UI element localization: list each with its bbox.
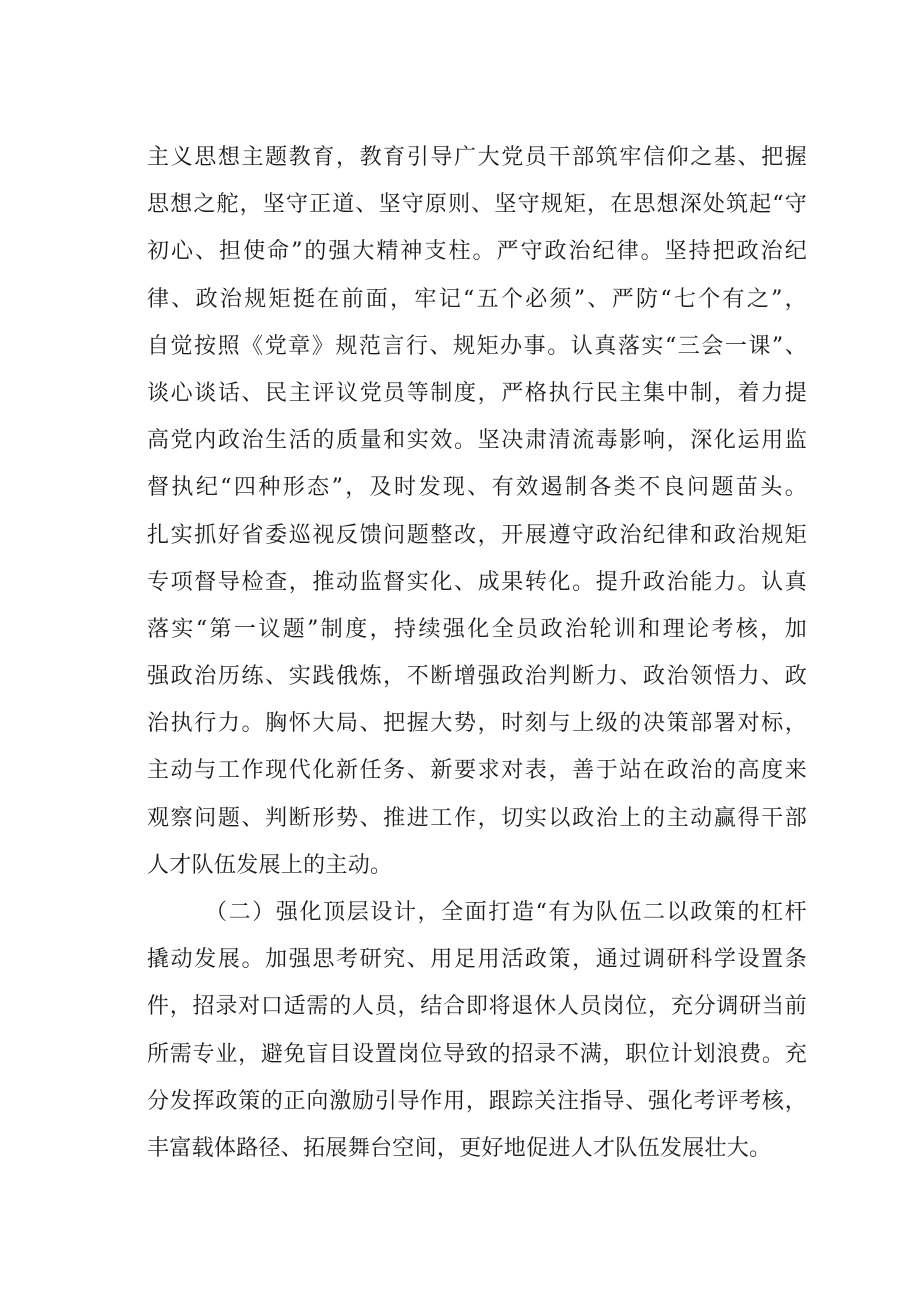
text-line: 观察问题、判断形势、推进工作，切实以政治上的主动赢得干部 bbox=[147, 805, 807, 831]
text-line: 主动与工作现代化新任务、新要求对表，善于站在政治的高度来 bbox=[147, 758, 807, 784]
text-line: 分发挥政策的正向激励引导作用，跟踪关注指导、强化考评考核， bbox=[147, 1088, 807, 1114]
text-line: 人才队伍发展上的主动。 bbox=[147, 852, 393, 878]
text-line: 督执纪“四种形态”，及时发现、有效遏制各类不良问题苗头。 bbox=[147, 475, 807, 501]
text-line: 高党内政治生活的质量和实效。坚决肃清流毒影响，深化运用监 bbox=[147, 428, 807, 454]
text-line: 件，招录对口适需的人员，结合即将退休人员岗位，充分调研当前 bbox=[147, 994, 807, 1020]
body-text bbox=[147, 134, 807, 1172]
text-line: 撬动发展。加强思考研究、用足用活政策，通过调研科学设置条 bbox=[147, 947, 807, 973]
text-line: 律、政治规矩挺在前面，牢记“五个必须”、严防“七个有之”， bbox=[147, 286, 807, 312]
text-line: 所需专业，避免盲目设置岗位导致的招录不满，职位计划浪费。充 bbox=[147, 1041, 807, 1067]
text-line: 专项督导检查，推动监督实化、成果转化。提升政治能力。认真 bbox=[147, 569, 807, 595]
text-line: 落实“第一议题”制度，持续强化全员政治轮训和理论考核，加 bbox=[147, 616, 807, 642]
text-line: （二）强化顶层设计，全面打造“有为队伍二以政策的杠杆 bbox=[205, 900, 807, 925]
text-line: 初心、担使命”的强大精神支柱。严守政治纪律。坚持把政治纪 bbox=[147, 239, 807, 265]
text-line: 自觉按照《党章》规范言行、规矩办事。认真落实“三会一课”、 bbox=[147, 333, 807, 359]
text-line: 治执行力。胸怀大局、把握大势，时刻与上级的决策部署对标， bbox=[147, 711, 807, 737]
text-line: 谈心谈话、民主评议党员等制度，严格执行民主集中制，着力提 bbox=[147, 380, 807, 406]
text-line: 扎实抓好省委巡视反馈问题整改，开展遵守政治纪律和政治规矩 bbox=[147, 522, 807, 548]
text-line: 主义思想主题教育，教育引导广大党员干部筑牢信仰之基、把握 bbox=[147, 145, 807, 170]
text-line: 强政治历练、实践俄炼，不断增强政治判断力、政治领悟力、政 bbox=[147, 664, 807, 690]
text-line: 思想之舵，坚守正道、坚守原则、坚守规矩，在思想深处筑起“守 bbox=[147, 192, 807, 218]
text-line: 丰富载体路径、拓展舞台空间，更好地促进人才队伍发展壮大。 bbox=[147, 1135, 772, 1161]
